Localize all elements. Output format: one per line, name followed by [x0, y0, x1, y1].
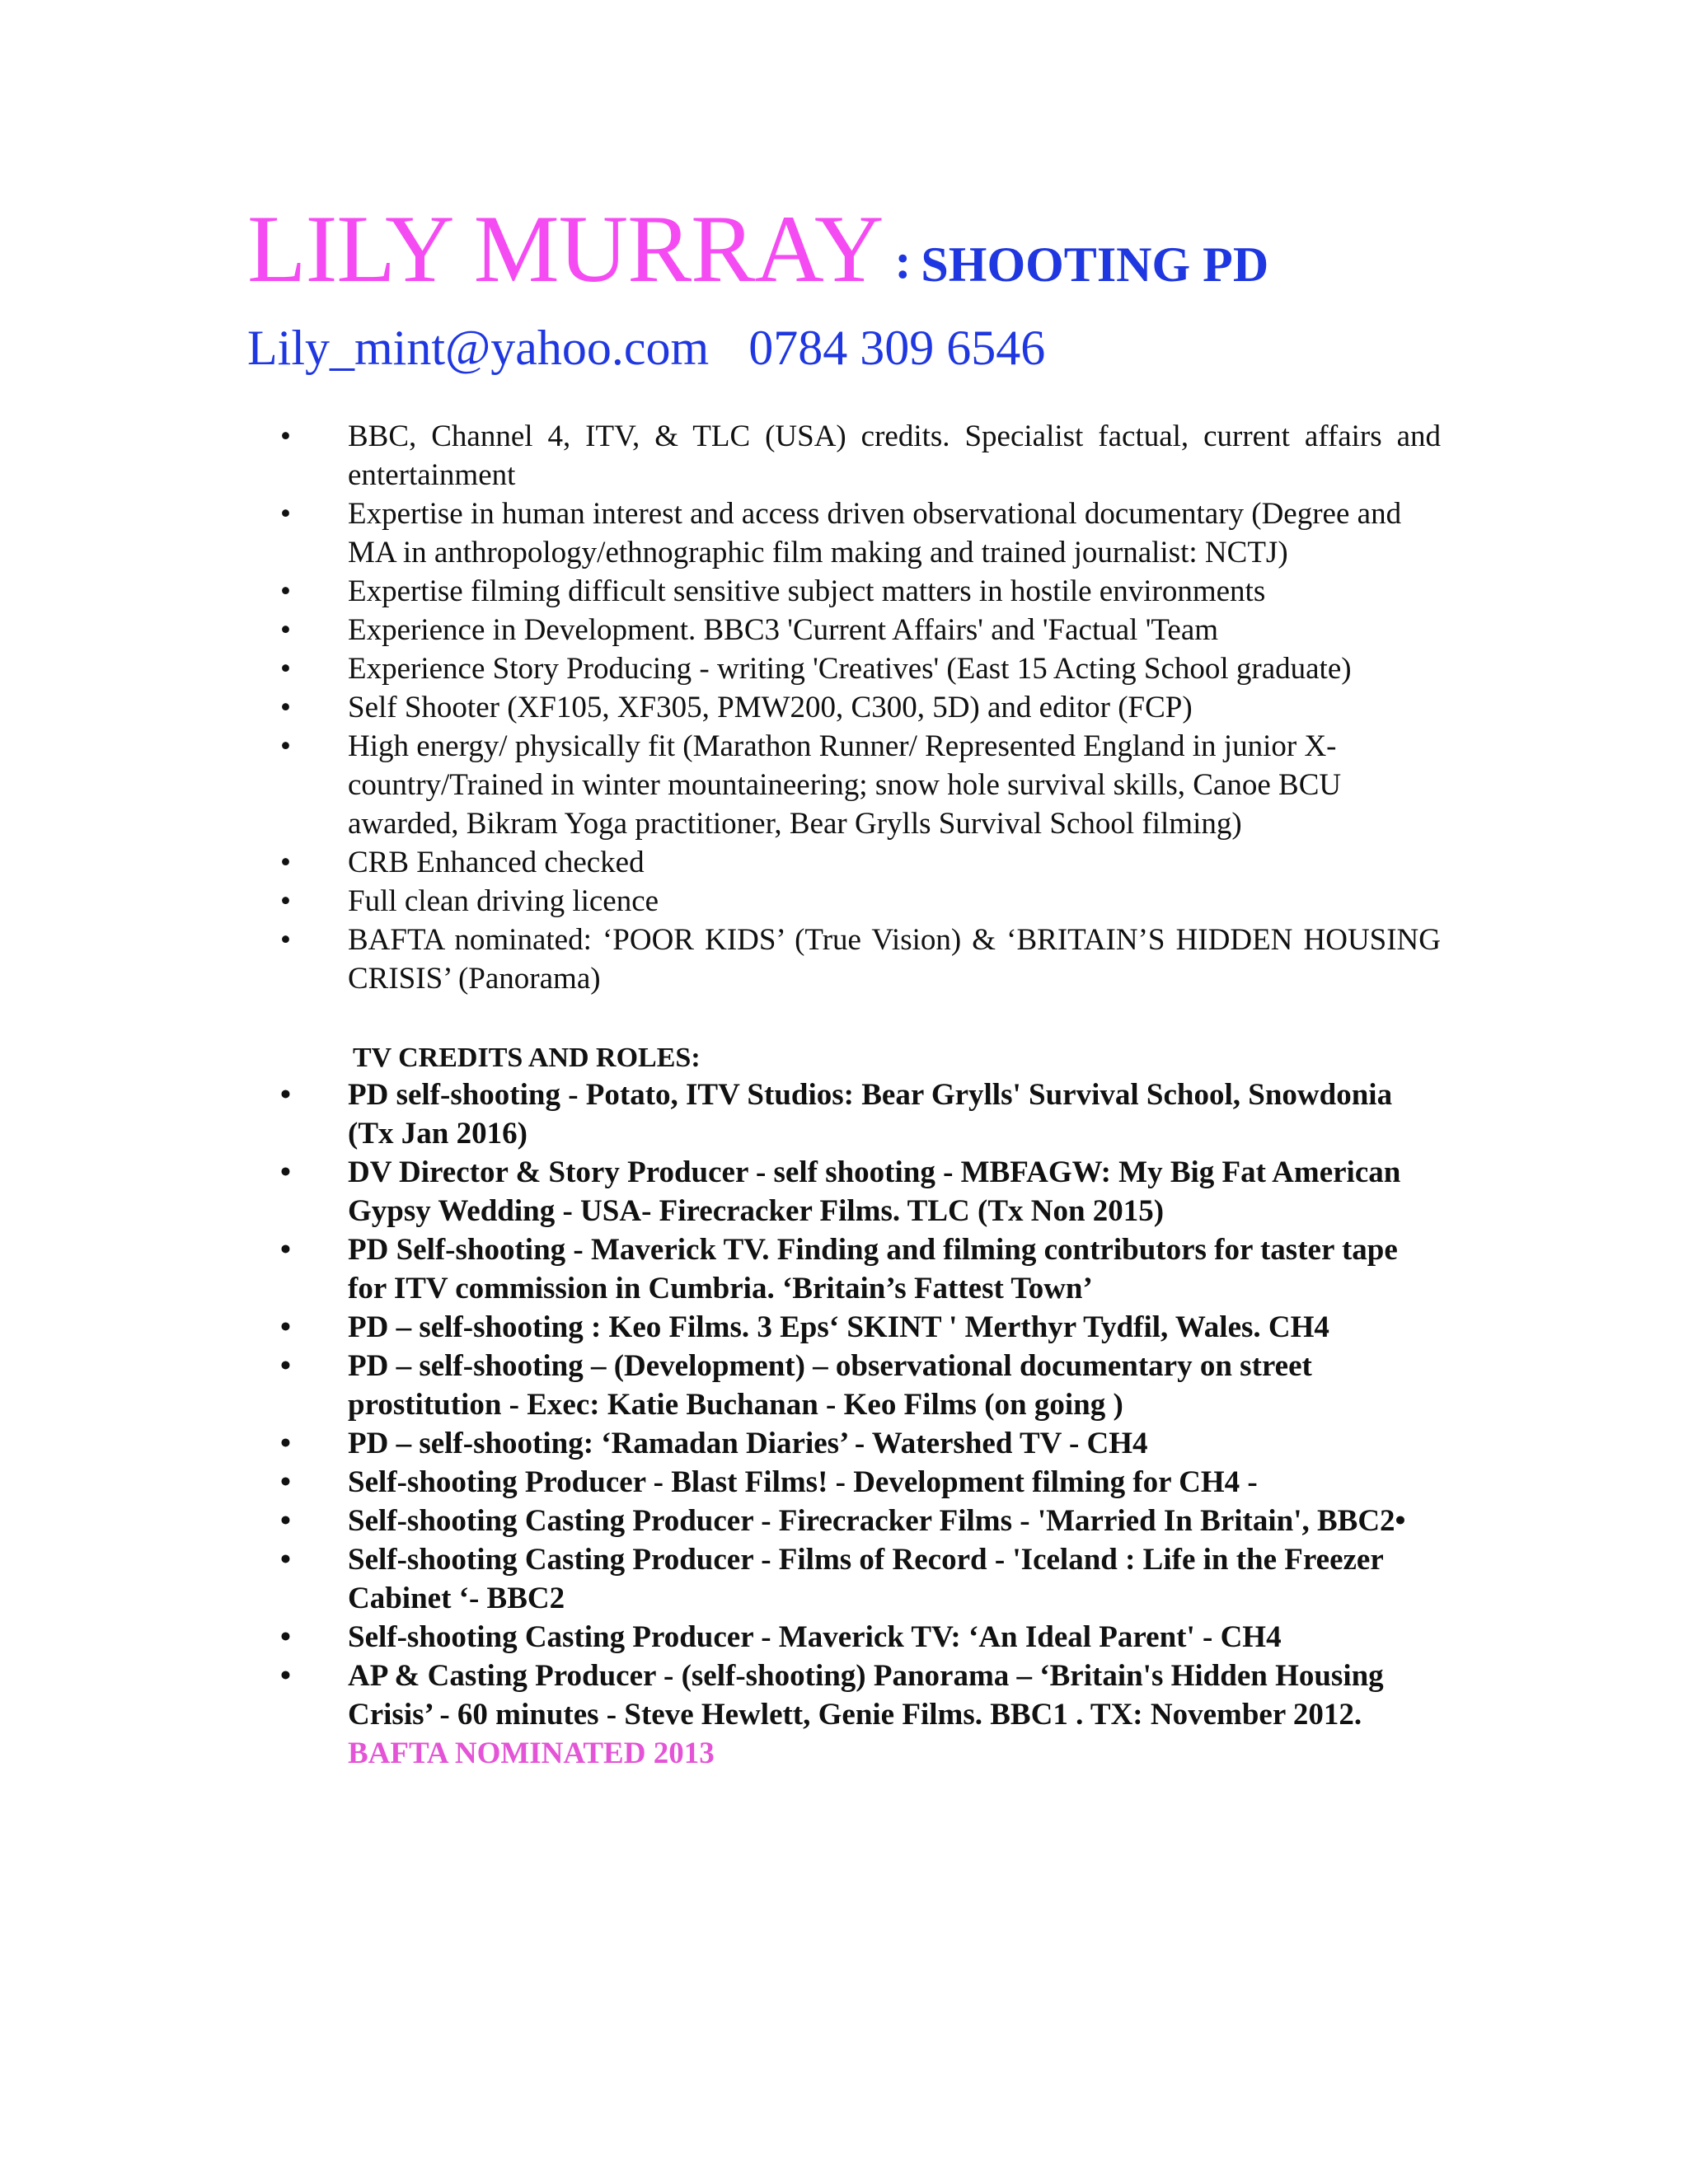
- credits-list: [280, 1076, 1441, 1773]
- summary-item: [280, 649, 1441, 688]
- credit-text: Self-shooting Casting Producer - Maverick TV: ‘An Ideal Parent' - CH4: [348, 1620, 1282, 1654]
- credit-item: [280, 1230, 1441, 1308]
- bullet-icon: •: [280, 652, 291, 686]
- summary-item: [280, 843, 1441, 882]
- summary-item: [280, 611, 1441, 649]
- bafta-nominated-highlight: BAFTA NOMINATED 2013: [348, 1736, 715, 1770]
- phone-number[interactable]: 0784 309 6546: [748, 321, 1046, 375]
- credit-item: [280, 1424, 1441, 1463]
- bullet-icon: •: [280, 923, 291, 957]
- summary-text: Expertise filming difficult sensitive subject matters in hostile environments: [348, 574, 1266, 608]
- contact-line: [247, 323, 1045, 373]
- credit-item: [280, 1076, 1441, 1153]
- credit-item: [280, 1502, 1441, 1540]
- credit-text: PD Self-shooting - Maverick TV. Finding and filming contributors for taster tape for ITV commission in Cumbria. ‘Britain’s Fattest Town’: [348, 1233, 1398, 1305]
- credit-text: PD – self-shooting: ‘Ramadan Diaries’ - Watershed TV - CH4: [348, 1427, 1148, 1460]
- summary-text: BAFTA nominated: ‘POOR KIDS’ (True Vision) & ‘BRITAIN’S HIDDEN HOUSING CRISIS’ (Panorama): [348, 923, 1441, 996]
- bullet-icon: •: [280, 574, 291, 608]
- credit-item: [280, 1463, 1441, 1502]
- credit-text: PD – self-shooting – (Development) – observational documentary on street prostitution - Exec: Katie Buchanan - Keo Films (on going ): [348, 1349, 1312, 1422]
- bullet-icon: •: [280, 846, 291, 879]
- bullet-icon: •: [280, 1349, 291, 1383]
- summary-item: [280, 417, 1441, 494]
- credits-heading: TV CREDITS AND ROLES:: [353, 1043, 701, 1073]
- summary-item: [280, 572, 1441, 611]
- bullet-icon: •: [280, 1427, 291, 1460]
- credit-text: PD – self-shooting : Keo Films. 3 Eps‘ SKINT ' Merthyr Tydfil, Wales. CH4: [348, 1310, 1329, 1344]
- bullet-icon: •: [280, 1310, 291, 1344]
- credit-item: [280, 1153, 1441, 1230]
- bullet-icon: •: [280, 419, 291, 453]
- summary-list: [280, 417, 1441, 998]
- bullet-icon: •: [280, 1233, 291, 1267]
- bullet-icon: •: [280, 1078, 291, 1112]
- summary-item: [280, 688, 1441, 727]
- credit-text: AP & Casting Producer - (self-shooting) Panorama – ‘Britain's Hidden Housing Crisis’ - 60 minutes - Steve Hewlett, Genie Films. BBC1 . TX: November 2012.: [348, 1659, 1384, 1732]
- summary-text: Expertise in human interest and access driven observational documentary (Degree and MA in anthropology/ethnographic film making and trained journalist: NCTJ): [348, 497, 1402, 569]
- email-address[interactable]: Lily_mint@yahoo.com: [247, 321, 710, 375]
- bullet-icon: •: [280, 1620, 291, 1654]
- summary-item: [280, 921, 1441, 998]
- summary-text: Experience Story Producing - writing 'Creatives' (East 15 Acting School graduate): [348, 652, 1352, 686]
- credit-item: [280, 1308, 1441, 1347]
- credit-item: [280, 1540, 1441, 1618]
- bullet-icon: •: [280, 613, 291, 647]
- bullet-icon: •: [280, 884, 291, 918]
- bullet-icon: •: [280, 1543, 291, 1577]
- credit-text: PD self-shooting - Potato, ITV Studios: Bear Grylls' Survival School, Snowdonia (Tx Jan 2016): [348, 1078, 1393, 1151]
- summary-text: Self Shooter (XF105, XF305, PMW200, C300, 5D) and editor (FCP): [348, 691, 1193, 724]
- job-role: SHOOTING PD: [921, 237, 1269, 292]
- bullet-icon: •: [280, 1155, 291, 1189]
- bullet-icon: •: [280, 1465, 291, 1499]
- candidate-name: LILY MURRAY: [247, 196, 884, 302]
- credit-text: Self-shooting Producer - Blast Films! - Development filming for CH4 -: [348, 1465, 1258, 1499]
- summary-text: CRB Enhanced checked: [348, 846, 645, 879]
- summary-text: Full clean driving licence: [348, 884, 659, 918]
- credit-text: Self-shooting Casting Producer - Films of Record - 'Iceland : Life in the Freezer Cabinet ‘- BBC2: [348, 1543, 1384, 1615]
- credit-item: [280, 1657, 1441, 1773]
- credit-text: DV Director & Story Producer - self shooting - MBFAGW: My Big Fat American Gypsy Wedding - USA- Firecracker Films. TLC (Tx Non 2015): [348, 1155, 1401, 1228]
- summary-text: BBC, Channel 4, ITV, & TLC (USA) credits. Specialist factual, current affairs and entertainment: [348, 419, 1441, 492]
- summary-item: [280, 882, 1441, 921]
- bullet-icon: •: [280, 729, 291, 763]
- credit-item: [280, 1618, 1441, 1657]
- summary-text: High energy/ physically fit (Marathon Runner/ Represented England in junior X-country/Trained in winter mountaineering; snow hole survival skills, Canoe BCU awarded, Bikram Yoga practitioner, Bear Grylls Survival School filming): [348, 729, 1342, 841]
- bullet-icon: •: [280, 1659, 291, 1693]
- bullet-icon: •: [280, 497, 291, 531]
- header-title: [247, 196, 1566, 308]
- title-colon: :: [894, 234, 912, 288]
- summary-item: [280, 494, 1441, 572]
- credit-text: Self-shooting Casting Producer - Firecracker Films - 'Married In Britain', BBC2•: [348, 1504, 1406, 1538]
- credit-item: [280, 1347, 1441, 1424]
- summary-text: Experience in Development. BBC3 'Current Affairs' and 'Factual 'Team: [348, 613, 1219, 647]
- bullet-icon: •: [280, 691, 291, 724]
- summary-item: [280, 727, 1441, 843]
- bullet-icon: •: [280, 1504, 291, 1538]
